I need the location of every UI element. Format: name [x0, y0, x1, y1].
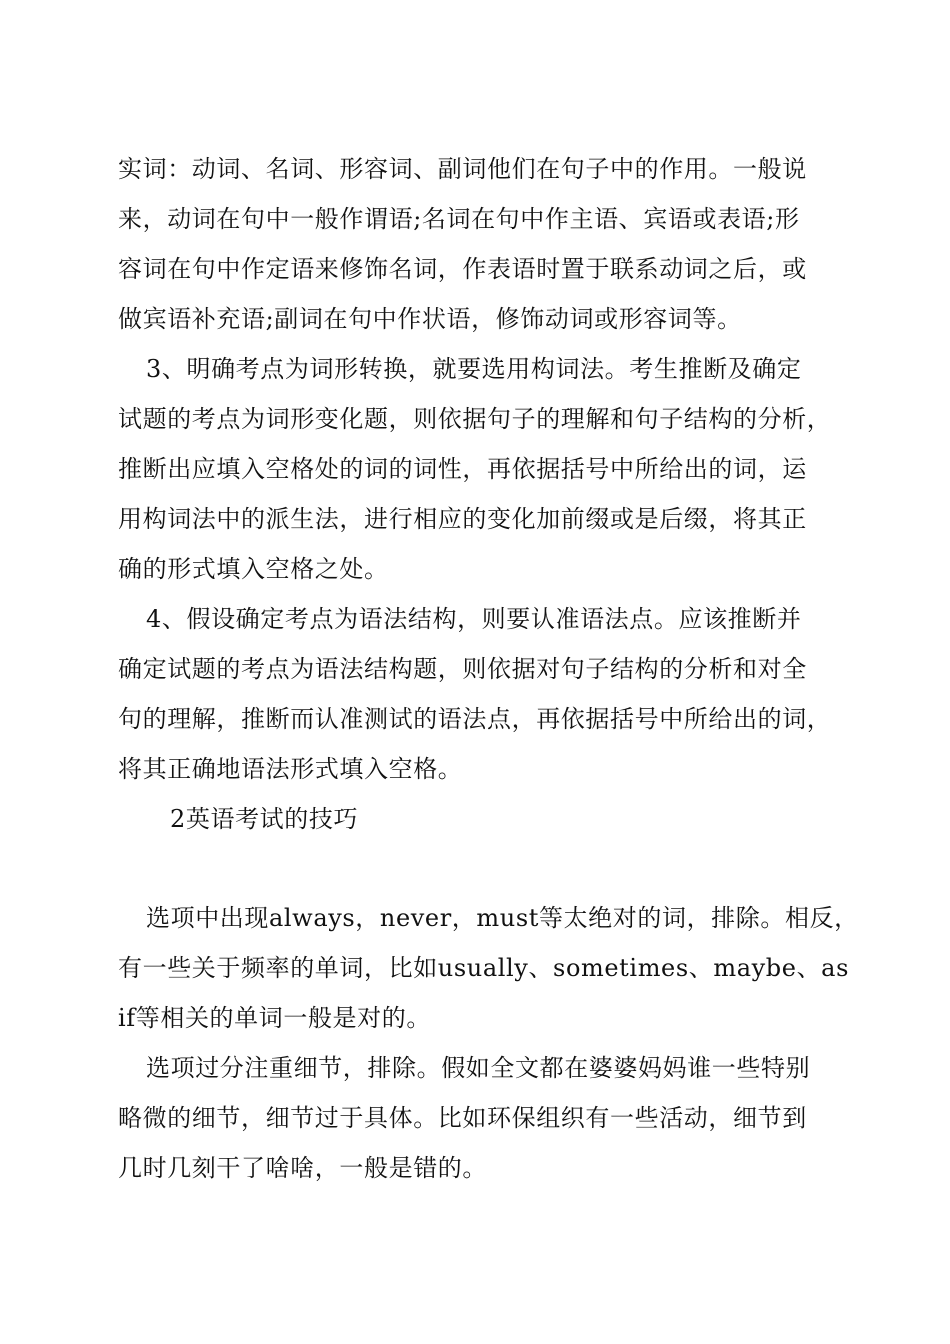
paragraph-2-line-5: 确的形式填入空格之处。: [118, 555, 389, 583]
paragraph-2-line-2: 试题的考点为词形变化题，则依据句子的理解和句子结构的分析，: [118, 405, 832, 433]
paragraph-1-line-4: 做宾语补充语;副词在句中作状语，修饰动词或形容词等。: [118, 305, 742, 333]
paragraph-2-line-1: 3、明确考点为词形转换，就要选用构词法。考生推断及确定: [146, 355, 802, 383]
paragraph-2-line-3: 推断出应填入空格处的词的词性，再依据括号中所给出的词，运: [118, 455, 807, 483]
paragraph-5-line-2: 略微的细节，细节过于具体。比如环保组织有一些活动，细节到: [118, 1104, 807, 1132]
paragraph-5-line-1: 选项过分注重细节，排除。假如全文都在婆婆妈妈谁一些特别: [146, 1054, 811, 1082]
paragraph-3-line-1: 4、假设确定考点为语法结构，则要认准语法点。应该推断并: [146, 605, 802, 633]
paragraph-4-line-3: if等相关的单词一般是对的。: [118, 1004, 431, 1032]
section-heading: 2英语考试的技巧: [170, 805, 359, 833]
paragraph-1-line-2: 来，动词在句中一般作谓语;名词在句中作主语、宾语或表语;形: [118, 205, 800, 233]
paragraph-3-line-4: 将其正确地语法形式填入空格。: [118, 755, 463, 783]
paragraph-3-line-2: 确定试题的考点为语法结构题，则依据对句子结构的分析和对全: [118, 655, 807, 683]
paragraph-4-line-1: 选项中出现always，never，must等太绝对的词，排除。相反，: [146, 904, 859, 932]
paragraph-1-line-3: 容词在句中作定语来修饰名词，作表语时置于联系动词之后，或: [118, 255, 807, 283]
paragraph-3-line-3: 句的理解，推断而认准测试的语法点，再依据括号中所给出的词，: [118, 705, 832, 733]
paragraph-1-line-1: 实词：动词、名词、形容词、副词他们在句子中的作用。一般说: [118, 155, 807, 183]
paragraph-5-line-3: 几时几刻干了啥啥，一般是错的。: [118, 1154, 487, 1182]
paragraph-2-line-4: 用构词法中的派生法，进行相应的变化加前缀或是后缀，将其正: [118, 505, 807, 533]
paragraph-4-line-2: 有一些关于频率的单词，比如usually、sometimes、maybe、as: [118, 954, 849, 982]
